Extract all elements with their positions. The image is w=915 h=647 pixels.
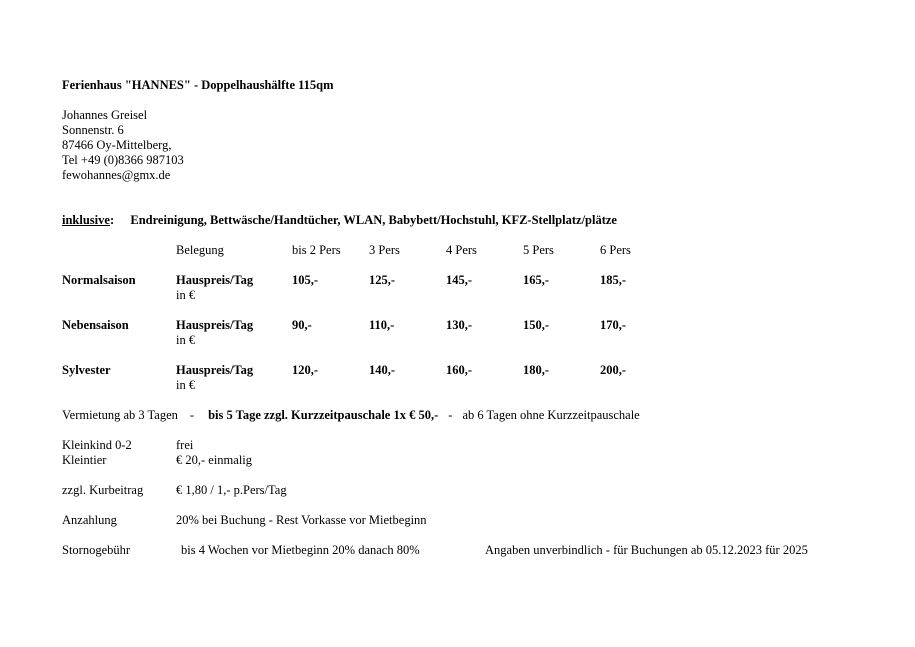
kurbeitrag-value: € 1,80 / 1,- p.Pers/Tag xyxy=(176,483,287,497)
table-cell-price: 145,- xyxy=(446,273,473,287)
table-cell-price: 150,- xyxy=(523,318,550,332)
table-cell-price: 140,- xyxy=(369,363,396,377)
table-cell-price: 120,- xyxy=(292,363,319,377)
contact-email: fewohannes@gmx.de xyxy=(62,168,171,182)
table-cell-price: 180,- xyxy=(523,363,550,377)
extra-label: Kleintier xyxy=(62,453,107,467)
contact-phone: Tel +49 (0)8366 987103 xyxy=(62,153,184,167)
contact-city: 87466 Oy-Mittelberg, xyxy=(62,138,172,152)
table-cell-price: 130,- xyxy=(446,318,473,332)
table-row-season: Normalsaison xyxy=(62,273,136,287)
table-row-season: Nebensaison xyxy=(62,318,129,332)
contact-street: Sonnenstr. 6 xyxy=(62,123,124,137)
table-cell-price: 185,- xyxy=(600,273,627,287)
table-cell-price: 165,- xyxy=(523,273,550,287)
inclusive-label: inklusive xyxy=(62,213,110,227)
anzahlung-value: 20% bei Buchung - Rest Vorkasse vor Mietbeginn xyxy=(176,513,427,527)
anzahlung-label: Anzahlung xyxy=(62,513,117,527)
table-cell-price: 160,- xyxy=(446,363,473,377)
table-header-2pers: bis 2 Pers xyxy=(292,243,341,257)
table-row-season: Sylvester xyxy=(62,363,111,377)
extra-value: € 20,- einmalig xyxy=(176,453,253,467)
storno-note: Angaben unverbindlich - für Buchungen ab 05.12.2023 für 2025 xyxy=(485,543,808,557)
rental-sep: - xyxy=(448,408,453,422)
inclusive-colon: : xyxy=(109,213,115,227)
kurbeitrag-label: zzgl. Kurbeitrag xyxy=(62,483,144,497)
table-header-6pers: 6 Pers xyxy=(600,243,631,257)
table-cell-price: 90,- xyxy=(292,318,312,332)
table-row-unit: in € xyxy=(176,288,196,302)
inclusive-text: Endreinigung, Bettwäsche/Handtücher, WLAN, Babybett/Hochstuhl, KFZ-Stellplatz/plätze xyxy=(130,213,617,227)
storno-label: Stornogebühr xyxy=(62,543,131,557)
table-row-unit: in € xyxy=(176,378,196,392)
extra-label: Kleinkind 0-2 xyxy=(62,438,132,452)
contact-name: Johannes Greisel xyxy=(62,108,148,122)
rental-min-days: Vermietung ab 3 Tagen xyxy=(62,408,178,422)
table-header-4pers: 4 Pers xyxy=(446,243,477,257)
extra-value: frei xyxy=(176,438,194,452)
page-title: Ferienhaus "HANNES" - Doppelhaushälfte 115qm xyxy=(62,78,334,92)
rental-long-stay: ab 6 Tagen ohne Kurzzeitpauschale xyxy=(462,408,640,422)
table-cell-price: 110,- xyxy=(369,318,395,332)
table-header-5pers: 5 Pers xyxy=(523,243,554,257)
table-row-type: Hauspreis/Tag xyxy=(176,363,254,377)
table-cell-price: 105,- xyxy=(292,273,319,287)
table-row-unit: in € xyxy=(176,333,196,347)
table-header-belegung: Belegung xyxy=(176,243,224,257)
rental-terms xyxy=(62,408,640,423)
table-header-3pers: 3 Pers xyxy=(369,243,400,257)
rental-short-stay-fee: bis 5 Tage zzgl. Kurzzeitpauschale 1x € 50,- xyxy=(208,408,439,422)
rental-sep: - xyxy=(189,408,195,422)
table-cell-price: 125,- xyxy=(369,273,396,287)
table-row-type: Hauspreis/Tag xyxy=(176,318,254,332)
table-cell-price: 200,- xyxy=(600,363,627,377)
inclusive-line xyxy=(62,213,617,228)
table-row-type: Hauspreis/Tag xyxy=(176,273,254,287)
table-cell-price: 170,- xyxy=(600,318,627,332)
storno-value: bis 4 Wochen vor Mietbeginn 20% danach 80% xyxy=(181,543,420,557)
